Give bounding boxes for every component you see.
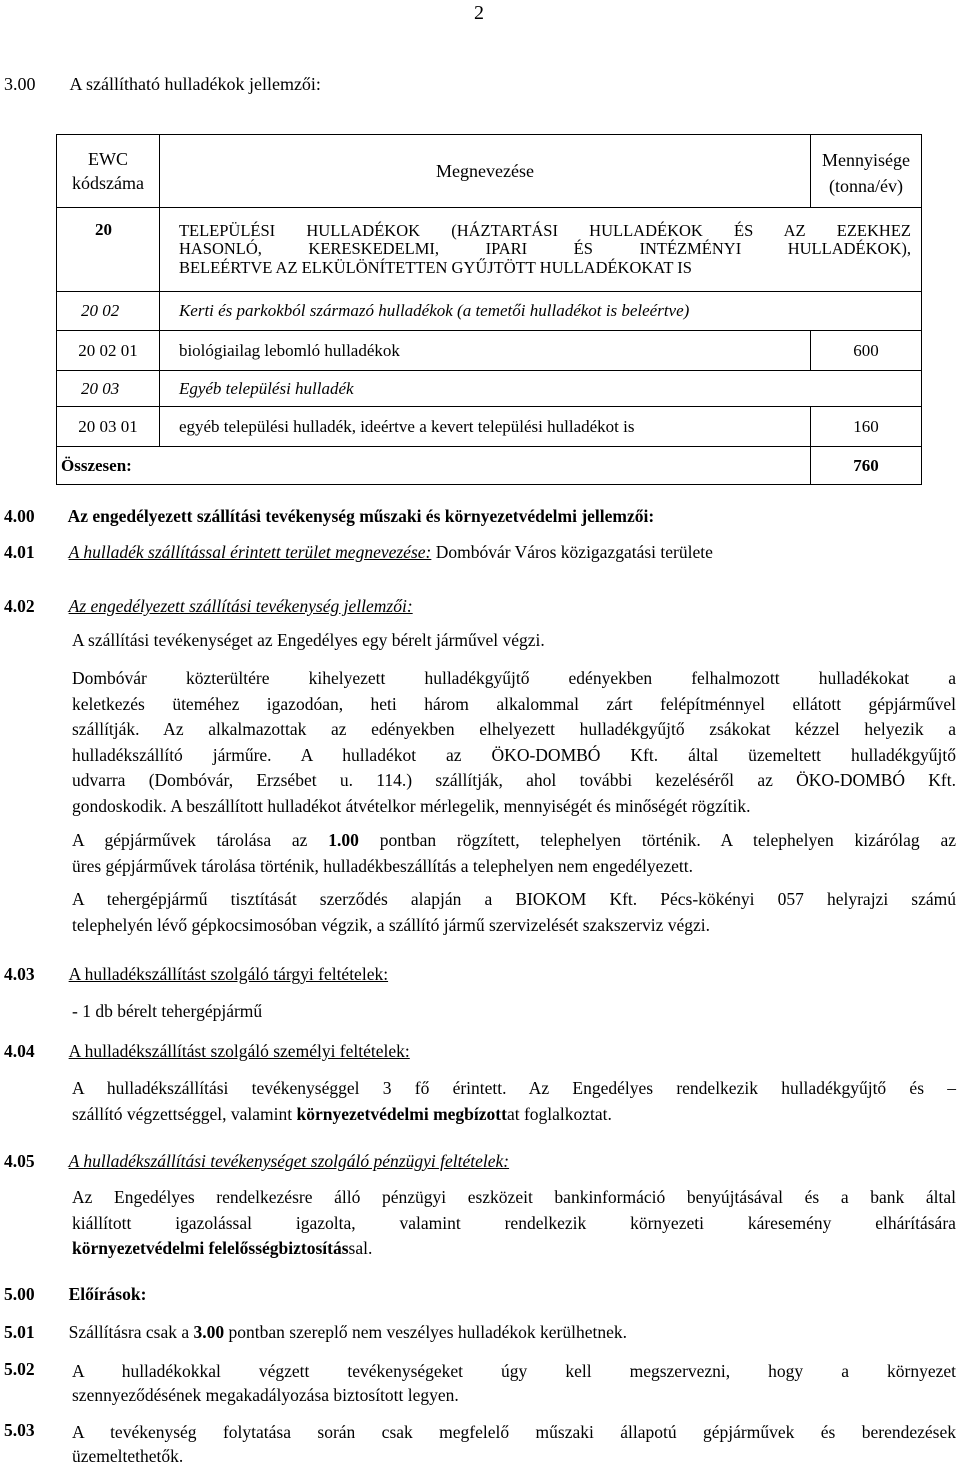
row-name: biológiailag lebomló hulladékok [159,331,810,371]
paragraph: Az Engedélyes rendelkezésre álló pénzügyi eszközeit bankinformáció benyújtásával és a bank által kiállított igazolással igazolta, valamint rendelkezik környezeti káresemény elhárítására környezetvédelmi felelősségbiztosítással. [72,1187,956,1258]
paragraph: A tevékenység folytatása során csak megfelelő műszaki állapotú gépjárművek és berendezések üzemeltethetők. [72,1422,956,1466]
row-name: TELEPÜLÉSI HULLADÉKOK (HÁZTARTÁSI HULLADÉKOK ÉS AZ EZEKHEZ HASONLÓ, KERESKEDELMI, IPARI ÉS INTÉZMÉNYI HULLADÉKOK), BELEÉRTVE AZ ELKÜLÖNÍTETTEN GYŰJTÖTT HULLADÉKOKAT IS [159,208,921,292]
section-4-04-heading: 4.04 A hulladékszállítást szolgáló személyi feltételek: [4,1041,410,1061]
header-name: Megnevezése [159,135,810,208]
header-code: EWC kódszáma [57,135,160,208]
section-4-01: 4.01 A hulladék szállítással érintett terület megnevezése: Dombóvár Város közigazgatási területe [4,542,713,562]
row-code: 20 02 [57,292,160,331]
field-label: A hulladék szállítással érintett terület megnevezése: [68,542,432,562]
paragraph: A tehergépjármű tisztítását szerződés alapján a BIOKOM Kft. Pécs-kökényi 057 helyrajzi számú telephelyén lévő gépkocsimosóban végzik, a szállító jármű szervizelését szakszerviz végzi. [72,889,956,935]
waste-table [56,134,922,485]
table-header-row [57,135,922,208]
header-quantity: Mennyisége (tonna/év) [811,135,922,208]
paragraph: A szállítási tevékenységet az Engedélyes egy bérelt járművel végzi. [72,630,545,650]
page-number: 2 [474,2,484,24]
field-value: Dombóvár Város közigazgatási területe [431,542,713,562]
table-row [57,331,922,371]
row-code: 20 [57,208,160,292]
section-3-heading [4,74,321,95]
paragraph: A gépjárművek tárolása az 1.00 pontban rögzített, telephelyen történik. A telephelyen kizárólag az üres gépjárművek tárolása történik, hulladékbeszállítás a telephelyen nem engedélyezett. [72,830,956,876]
row-name: Egyéb települési hulladék [159,371,921,407]
section-title: A szállítható hulladékok jellemzői: [69,74,321,94]
row-code: 20 03 [57,371,160,407]
table-row [57,208,922,292]
row-quantity: 160 [811,407,922,447]
list-item: - 1 db bérelt tehergépjármű [72,1001,263,1021]
section-4-05-heading: 4.05 A hulladékszállítási tevékenységet szolgáló pénzügyi feltételek: [4,1151,510,1171]
row-code: 20 02 01 [57,331,160,371]
section-5-02-num: 5.02 [4,1359,35,1379]
table-row [57,371,922,407]
row-name: Kerti és parkokból származó hulladékok (a temetői hulladékot is beleértve) [159,292,921,331]
total-label: Összesen: [57,447,811,485]
table-total-row [57,447,922,485]
paragraph: A hulladékokkal végzett tevékenységeket úgy kell megszervezni, hogy a környezet szennyeződésének megakadályozása biztosított legyen. [72,1361,956,1405]
row-quantity: 600 [811,331,922,371]
table-row [57,407,922,447]
section-4-heading: 4.00 Az engedélyezett szállítási tevékenység műszaki és környezetvédelmi jellemzői: [4,506,655,526]
section-5-heading: 5.00 Előírások: [4,1284,147,1304]
paragraph: Dombóvár közterültére kihelyezett hulladékgyűjtő edényekben felhalmozott hulladékokat a keletkezés üteméhez igazodóan, heti három alkalommal zárt felépítménnyel ellátott gépjárművel szállítják. Az alkalmazottak az edényekben elhelyezett hulladékgyűjtő zsákokat kézzel helyezik a hulladékszállító járműre. A hulladékot az ÖKO-DOMBÓ Kft. által üzemeltett hulladékgyűjtő udvarra (Dombóvár, Erzsébet u. 114.) szállítják, ahol további kezeléséről az ÖKO-DOMBÓ Kft. gondoskodik. A beszállított hulladékot átvételkor mérlegelik, mennyiségét és minőségét rögzítik. [72,668,956,816]
section-number: 3.00 [4,74,36,94]
section-5-03-num: 5.03 [4,1420,35,1440]
table-row [57,292,922,331]
section-4-03-heading: 4.03 A hulladékszállítást szolgáló tárgyi feltételek: [4,964,389,984]
row-code: 20 03 01 [57,407,160,447]
paragraph: A hulladékszállítási tevékenységgel 3 fő érintett. Az Engedélyes rendelkezik hulladékgyűjtő és – szállító végzettséggel, valamint környezetvédelmi megbízottat foglalkoztat. [72,1078,956,1124]
section-4-02-heading: 4.02 Az engedélyezett szállítási tevékenység jellemzői: [4,596,413,616]
row-name: egyéb települési hulladék, ideértve a kevert települési hulladékot is [159,407,810,447]
total-value: 760 [811,447,922,485]
section-5-01: 5.01 Szállításra csak a 3.00 pontban szereplő nem veszélyes hulladékok kerülhetnek. [4,1322,627,1342]
section-title: Az engedélyezett szállítási tevékenység műszaki és környezetvédelmi jellemzői: [67,506,655,526]
